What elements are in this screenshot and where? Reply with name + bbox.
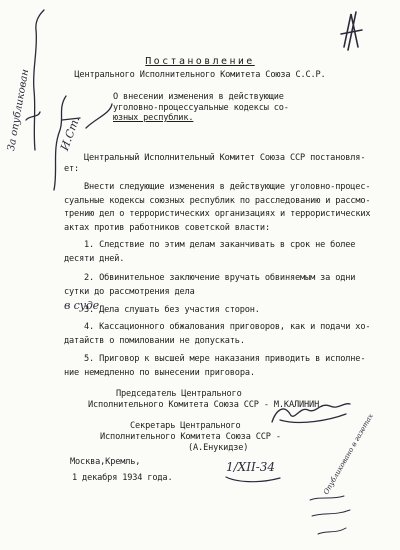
preamble-line: Центральный Исполнительный Комитет Союза ССР постановля-: [84, 153, 366, 163]
bottom-note-strokes: [310, 496, 350, 534]
item-line: 4. Кассационного обжалования приговоров, как и подачи хо-: [84, 322, 371, 332]
handwritten-stamp-date: 1/XII-34: [226, 460, 276, 474]
signature-secretary: [100, 421, 281, 454]
date-handwriting-stroke: [226, 477, 280, 482]
signature-line: Исполнительного Комитета Союза ССР - М.КАЛИНИН.: [88, 400, 325, 410]
intro-line: актах против работников советской власти:: [64, 222, 270, 233]
intro-line: суальные кодексы союзных республик по расследованию и рассмо-: [64, 195, 371, 206]
intro-line: трению дел о террористических организациях и террористических: [64, 209, 371, 219]
signature-line: Председатель Центрального: [116, 389, 242, 399]
intro-line: Внести следующие изменения в действующие уголовно-процес-: [84, 182, 371, 192]
item-line: ние немедленно по вынесении приговора.: [64, 367, 255, 378]
item-line: 2. Обвинительное заключение вручать обвиняемым за одни: [84, 273, 356, 283]
margin-note-2: И.Ст.: [58, 114, 83, 153]
document-subject: [113, 92, 289, 124]
date: 1 декабря 1934 года.: [72, 473, 173, 483]
item-4: [64, 321, 374, 348]
signature-line: Секретарь Центрального: [130, 421, 241, 431]
item-line: 5. Приговор к высшей мере наказания приводить в исполне-: [84, 354, 366, 364]
subject-line: уголовно-процессуальные кодексы со-: [113, 102, 289, 113]
preamble: [64, 153, 374, 175]
item-line: десяти дней.: [64, 253, 125, 264]
item-3: [64, 305, 374, 316]
signature-line: (А.Енукидзе): [188, 443, 249, 453]
subject-line: О внесении изменения в действующие: [113, 92, 284, 102]
item-5: [64, 353, 374, 380]
corner-handwritten-mark: [341, 12, 362, 50]
preamble-line: ет:: [64, 164, 80, 174]
place: Москва,Кремль,: [70, 457, 141, 467]
signature-chairman: [88, 389, 324, 411]
document-title: Постановление: [145, 56, 255, 67]
item-line: 3. Дела слушать без участия сторон.: [84, 305, 260, 315]
subject-line: юзных республик.: [113, 113, 194, 123]
item-1: [64, 239, 374, 266]
intro-paragraph: [64, 181, 374, 235]
document-subtitle: Центрального Исполнительного Комитета Союза С.С.Р.: [74, 70, 326, 80]
handwritten-insert: в суде: [64, 299, 100, 312]
margin-note-1: За опубликован: [6, 68, 32, 152]
signature-line: Исполнительного Комитета Союза ССР -: [100, 432, 281, 442]
item-line: датайств о помиловании не допускать.: [64, 335, 245, 346]
bottom-handwritten-note: Опубликовано в газетах: [322, 412, 375, 496]
item-line-text: сутки до рассмотрения дела: [64, 286, 195, 297]
item-line: 1. Следствие по этим делам заканчивать в срок не более: [84, 240, 356, 250]
